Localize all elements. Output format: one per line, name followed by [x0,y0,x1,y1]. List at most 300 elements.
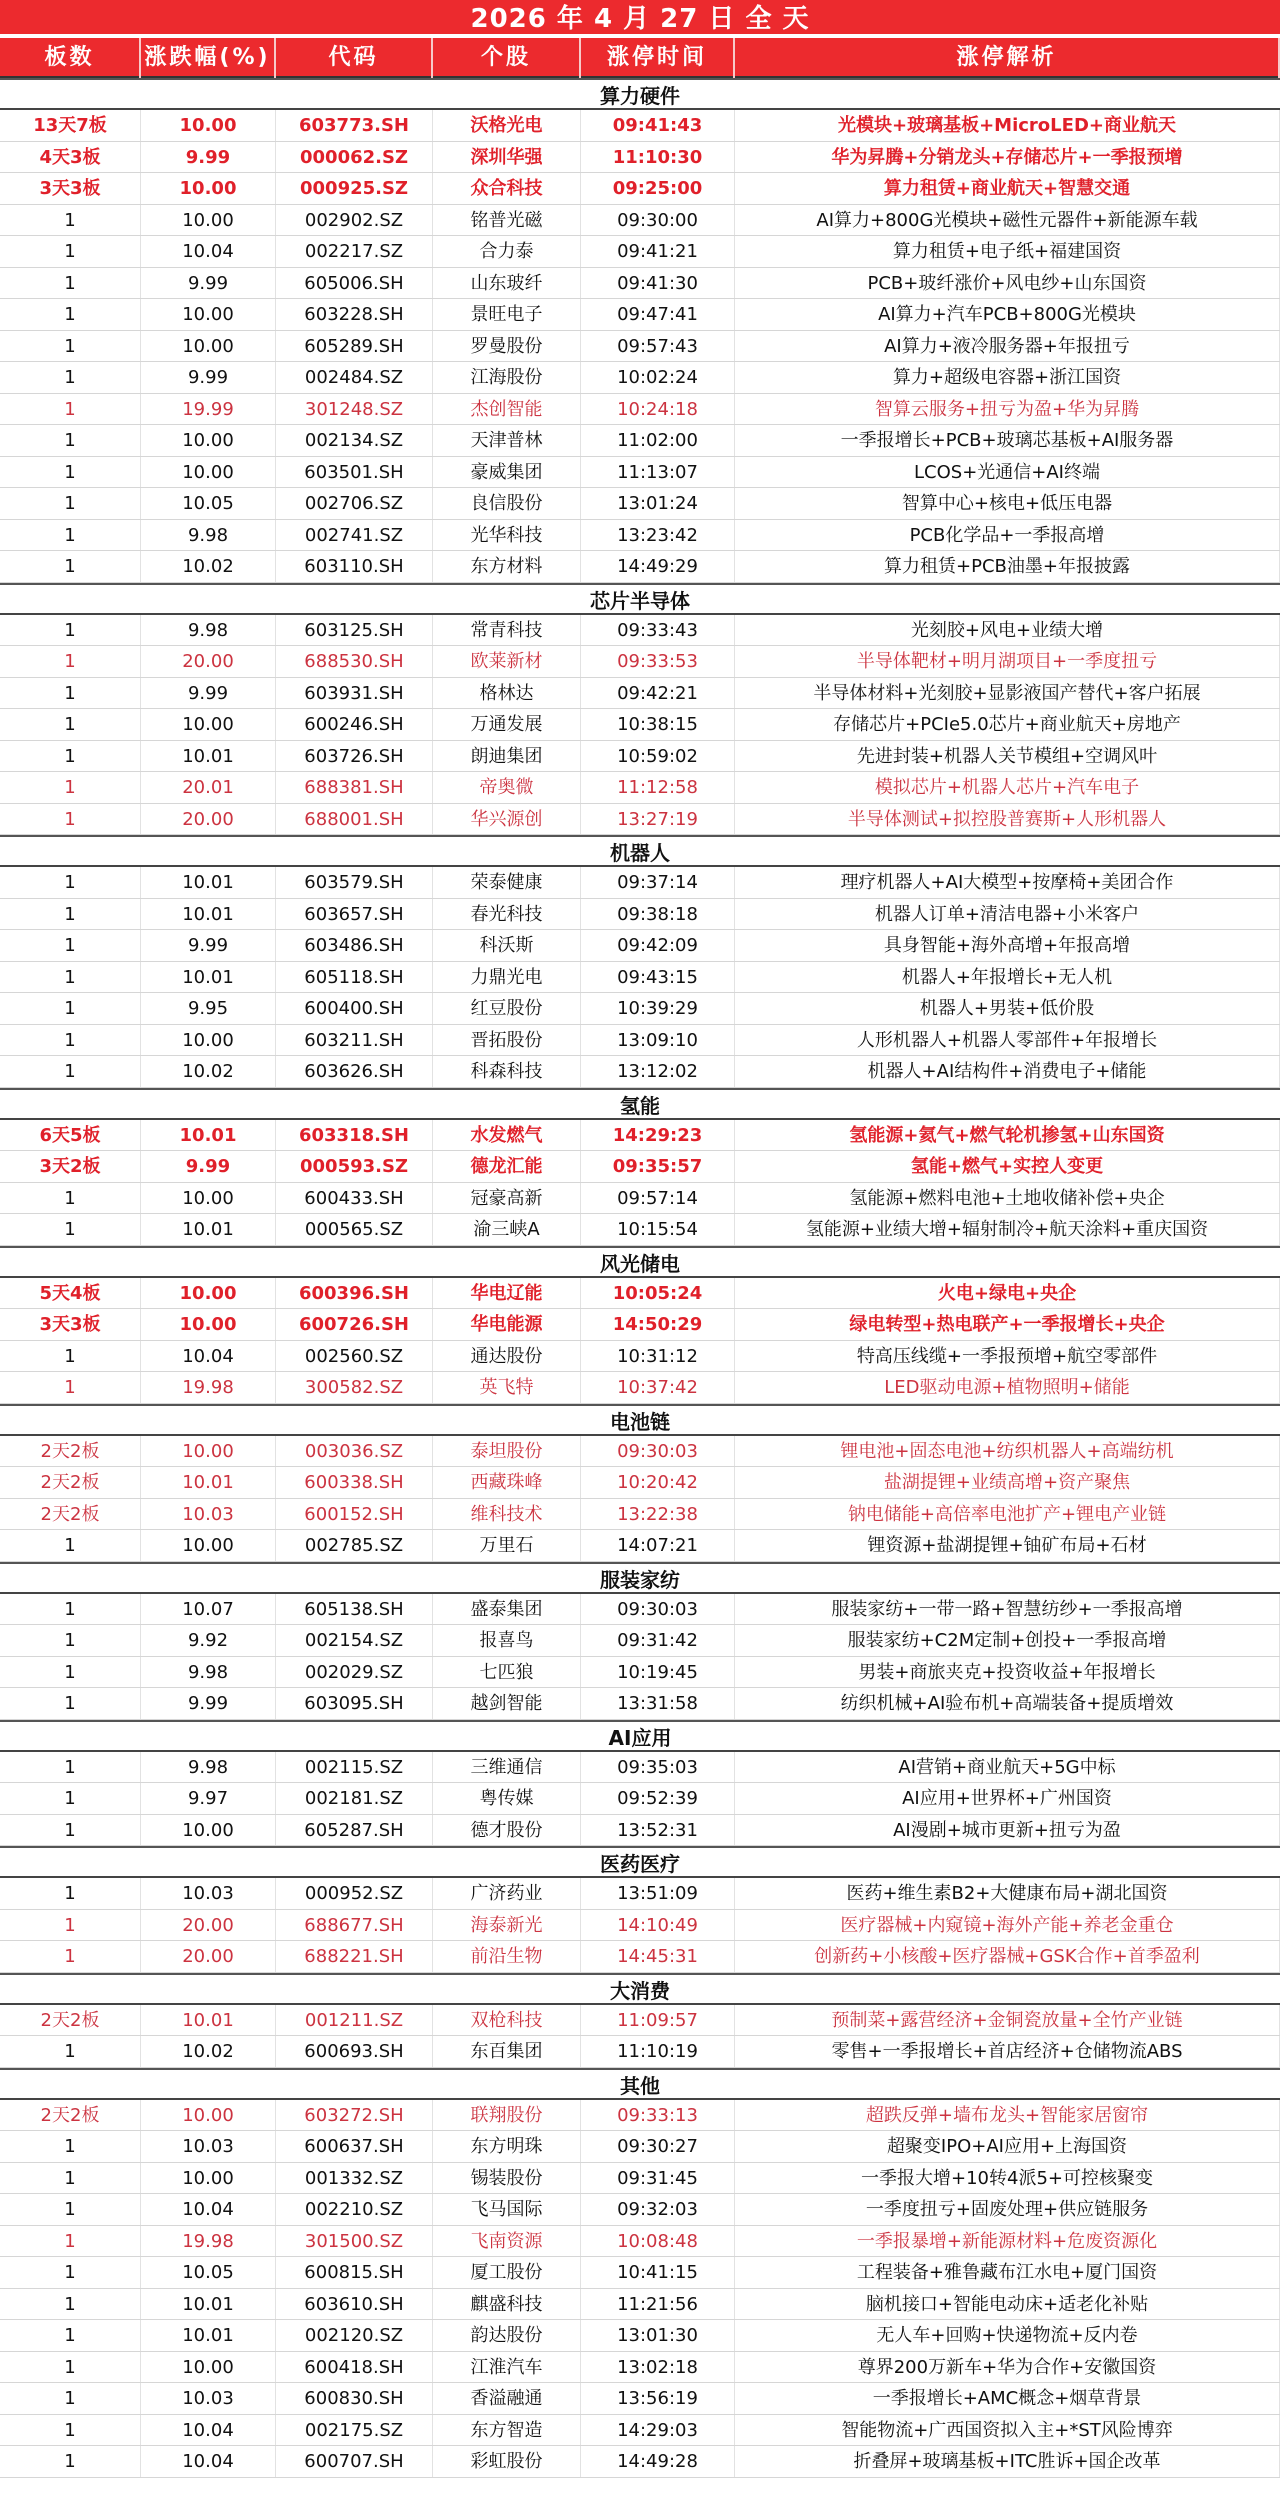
boards-cell: 1 [0,2194,141,2225]
limit-time-cell: 09:30:03 [581,1436,735,1467]
code-cell: 600338.SH [276,1467,433,1498]
boards-cell: 1 [0,236,141,267]
stock-name-cell: 铭普光磁 [433,205,581,236]
stock-name-cell: 香溢融通 [433,2383,581,2414]
table-row[interactable] [0,2446,1280,2478]
limit-time-cell: 14:29:03 [581,2415,735,2446]
table-row[interactable] [0,2194,1280,2226]
change-pct-cell: 20.01 [141,772,276,803]
table-row[interactable] [0,1341,1280,1373]
reason-cell: 算力租赁+PCB油墨+年报披露 [735,551,1280,582]
limit-time-cell: 10:31:12 [581,1341,735,1372]
limit-time-cell: 09:33:43 [581,615,735,646]
stock-name-cell: 海泰新光 [433,1910,581,1941]
stock-name-cell: 飞马国际 [433,2194,581,2225]
stock-name-cell: 德才股份 [433,1815,581,1846]
reason-cell: 模拟芯片+机器人芯片+汽车电子 [735,772,1280,803]
code-cell: 002560.SZ [276,1341,433,1372]
reason-cell: 半导体靶材+明月湖项目+一季度扭亏 [735,646,1280,677]
limit-time-cell: 09:25:00 [581,173,735,204]
reason-cell: 机器人+AI结构件+消费电子+储能 [735,1056,1280,1087]
change-pct-cell: 10.05 [141,488,276,519]
reason-cell: 医药+维生素B2+大健康布局+湖北国资 [735,1878,1280,1909]
table-row[interactable] [0,1309,1280,1341]
code-cell: 002134.SZ [276,425,433,456]
reason-cell: 光刻胶+风电+业绩大增 [735,615,1280,646]
code-cell: 603095.SH [276,1688,433,1719]
code-cell: 002484.SZ [276,362,433,393]
change-pct-cell: 10.00 [141,2100,276,2131]
limit-time-cell: 10:41:15 [581,2257,735,2288]
table-row[interactable] [0,2131,1280,2163]
section-header: 其他 [0,2068,1280,2100]
code-cell: 688530.SH [276,646,433,677]
code-cell: 000565.SZ [276,1214,433,1245]
reason-cell: LED驱动电源+植物照明+储能 [735,1372,1280,1403]
table-row[interactable] [0,930,1280,962]
change-pct-cell: 10.03 [141,2131,276,2162]
table-row[interactable] [0,1214,1280,1246]
boards-cell: 1 [0,1815,141,1846]
stock-name-cell: 彩虹股份 [433,2446,581,2477]
limit-time-cell: 10:15:54 [581,1214,735,1245]
change-pct-cell: 10.01 [141,1214,276,1245]
table-row[interactable] [0,1183,1280,1215]
code-cell: 688677.SH [276,1910,433,1941]
limit-time-cell: 09:52:39 [581,1783,735,1814]
limit-time-cell: 11:02:00 [581,425,735,456]
code-cell: 600246.SH [276,709,433,740]
code-cell: 001211.SZ [276,2005,433,2036]
boards-cell: 2天2板 [0,2100,141,2131]
reason-cell: 智能物流+广西国资拟入主+*ST风险博弈 [735,2415,1280,2446]
table-row[interactable] [0,394,1280,426]
code-cell: 002902.SZ [276,205,433,236]
stock-name-cell: 华兴源创 [433,804,581,835]
section-header: 电池链 [0,1404,1280,1436]
reason-cell: 机器人+年报增长+无人机 [735,962,1280,993]
change-pct-cell: 10.02 [141,551,276,582]
limit-time-cell: 13:52:31 [581,1815,735,1846]
change-pct-cell: 10.00 [141,709,276,740]
limit-time-cell: 09:41:30 [581,268,735,299]
code-cell: 603110.SH [276,551,433,582]
boards-cell: 1 [0,1025,141,1056]
stock-name-cell: 春光科技 [433,899,581,930]
boards-cell: 1 [0,1752,141,1783]
change-pct-cell: 10.01 [141,1467,276,1498]
code-cell: 603486.SH [276,930,433,961]
table-row[interactable] [0,772,1280,804]
section-header: 大消费 [0,1973,1280,2005]
code-cell: 002181.SZ [276,1783,433,1814]
stock-name-cell: 深圳华强 [433,142,581,173]
reason-cell: 预制菜+露营经济+金铜瓷放量+全竹产业链 [735,2005,1280,2036]
stock-name-cell: 韵达股份 [433,2320,581,2351]
boards-cell: 1 [0,520,141,551]
change-pct-cell: 10.00 [141,2352,276,2383]
boards-cell: 1 [0,709,141,740]
code-cell: 600400.SH [276,993,433,1024]
stock-name-cell: 德龙汇能 [433,1151,581,1182]
reason-cell: 华为昇腾+分销龙头+存储芯片+一季报预增 [735,142,1280,173]
change-pct-cell: 10.00 [141,173,276,204]
table-row[interactable] [0,142,1280,174]
table-row[interactable] [0,2320,1280,2352]
table-row[interactable] [0,1372,1280,1404]
limit-time-cell: 11:12:58 [581,772,735,803]
code-cell: 603272.SH [276,2100,433,2131]
boards-cell: 1 [0,1783,141,1814]
limit-time-cell: 10:20:42 [581,1467,735,1498]
header-stock[interactable]: 个股 [433,38,581,78]
reason-cell: 一季报增长+AMC概念+烟草背景 [735,2383,1280,2414]
code-cell: 002029.SZ [276,1657,433,1688]
table-row[interactable] [0,520,1280,552]
table-row[interactable] [0,331,1280,363]
code-cell: 600693.SH [276,2036,433,2067]
change-pct-cell: 9.98 [141,615,276,646]
limit-time-cell: 13:31:58 [581,1688,735,1719]
change-pct-cell: 10.00 [141,299,276,330]
table-row[interactable] [0,804,1280,836]
reason-cell: AI漫剧+城市更新+扭亏为盈 [735,1815,1280,1846]
change-pct-cell: 10.03 [141,1499,276,1530]
table-row[interactable] [0,1878,1280,1910]
reason-cell: 人形机器人+机器人零部件+年报增长 [735,1025,1280,1056]
table-row[interactable] [0,1120,1280,1152]
table-row[interactable] [0,1530,1280,1562]
change-pct-cell: 10.01 [141,899,276,930]
table-row[interactable] [0,1499,1280,1531]
boards-cell: 1 [0,2352,141,2383]
change-pct-cell: 10.00 [141,1815,276,1846]
table-row[interactable] [0,678,1280,710]
table-row[interactable] [0,2415,1280,2447]
section-header: 机器人 [0,835,1280,867]
limit-time-cell: 09:41:21 [581,236,735,267]
change-pct-cell: 9.99 [141,1688,276,1719]
change-pct-cell: 10.04 [141,2446,276,2477]
table-row[interactable] [0,1278,1280,1310]
header-boards[interactable]: 板数 [0,38,141,78]
change-pct-cell: 10.02 [141,1056,276,1087]
section-header: 医药医疗 [0,1846,1280,1878]
change-pct-cell: 10.07 [141,1594,276,1625]
table-row[interactable] [0,1625,1280,1657]
stock-name-cell: 东百集团 [433,2036,581,2067]
reason-cell: 男装+商旅夹克+投资收益+年报增长 [735,1657,1280,1688]
table-row[interactable] [0,962,1280,994]
boards-cell: 1 [0,394,141,425]
limit-time-cell: 09:41:43 [581,110,735,141]
table-row[interactable] [0,551,1280,583]
table-row[interactable] [0,1815,1280,1847]
stock-name-cell: 联翔股份 [433,2100,581,2131]
boards-cell: 2天2板 [0,2005,141,2036]
table-row[interactable] [0,236,1280,268]
limit-time-cell: 13:27:19 [581,804,735,835]
table-row[interactable] [0,1752,1280,1784]
code-cell: 603211.SH [276,1025,433,1056]
reason-cell: LCOS+光通信+AI终端 [735,457,1280,488]
boards-cell: 1 [0,1341,141,1372]
table-row[interactable] [0,2226,1280,2258]
table-row[interactable] [0,1151,1280,1183]
limit-time-cell: 10:39:29 [581,993,735,1024]
reason-cell: 超跌反弹+墙布龙头+智能家居窗帘 [735,2100,1280,2131]
table-row[interactable] [0,425,1280,457]
reason-cell: 光模块+玻璃基板+MicroLED+商业航天 [735,110,1280,141]
table-row[interactable] [0,2163,1280,2195]
stock-name-cell: 众合科技 [433,173,581,204]
stock-name-cell: 厦工股份 [433,2257,581,2288]
reason-cell: 创新药+小核酸+医疗器械+GSK合作+首季盈利 [735,1941,1280,1972]
limit-time-cell: 13:23:42 [581,520,735,551]
boards-cell: 1 [0,2289,141,2320]
table-row[interactable] [0,1436,1280,1468]
stock-name-cell: 天津普林 [433,425,581,456]
reason-cell: 服装家纺+C2M定制+创投+一季报高增 [735,1625,1280,1656]
table-row[interactable] [0,993,1280,1025]
stock-name-cell: 麒盛科技 [433,2289,581,2320]
stock-name-cell: 常青科技 [433,615,581,646]
code-cell: 603726.SH [276,741,433,772]
boards-cell: 1 [0,867,141,898]
table-row[interactable] [0,646,1280,678]
reason-cell: 半导体测试+拟控股普赛斯+人形机器人 [735,804,1280,835]
code-cell: 603501.SH [276,457,433,488]
limit-time-cell: 09:33:53 [581,646,735,677]
change-pct-cell: 10.00 [141,1025,276,1056]
code-cell: 603657.SH [276,899,433,930]
limit-time-cell: 11:13:07 [581,457,735,488]
boards-cell: 1 [0,2320,141,2351]
reason-cell: 氢能源+氦气+燃气轮机掺氢+山东国资 [735,1120,1280,1151]
reason-cell: 半导体材料+光刻胶+显影液国产替代+客户拓展 [735,678,1280,709]
change-pct-cell: 10.04 [141,236,276,267]
reason-cell: 存储芯片+PCIe5.0芯片+商业航天+房地产 [735,709,1280,740]
stock-name-cell: 格林达 [433,678,581,709]
code-cell: 002741.SZ [276,520,433,551]
boards-cell: 1 [0,2226,141,2257]
reason-cell: 超聚变IPO+AI应用+上海国资 [735,2131,1280,2162]
change-pct-cell: 10.01 [141,1120,276,1151]
reason-cell: 服装家纺+一带一路+智慧纺纱+一季报高增 [735,1594,1280,1625]
code-cell: 603318.SH [276,1120,433,1151]
change-pct-cell: 20.00 [141,646,276,677]
stock-name-cell: 华电能源 [433,1309,581,1340]
stock-name-cell: 华电辽能 [433,1278,581,1309]
change-pct-cell: 10.05 [141,2257,276,2288]
stock-name-cell: 科沃斯 [433,930,581,961]
change-pct-cell: 10.01 [141,962,276,993]
table-row[interactable] [0,1467,1280,1499]
header-code[interactable]: 代码 [276,38,433,78]
change-pct-cell: 10.01 [141,2289,276,2320]
stock-name-cell: 盛泰集团 [433,1594,581,1625]
table-row[interactable] [0,488,1280,520]
boards-cell: 13天7板 [0,110,141,141]
header-reason[interactable]: 涨停解析 [735,38,1280,78]
limit-time-cell: 13:02:18 [581,2352,735,2383]
table-row[interactable] [0,2100,1280,2132]
boards-cell: 1 [0,1657,141,1688]
stock-name-cell: 杰创智能 [433,394,581,425]
table-row[interactable] [0,1056,1280,1088]
limit-time-cell: 11:10:19 [581,2036,735,2067]
boards-cell: 1 [0,1941,141,1972]
boards-cell: 1 [0,930,141,961]
boards-cell: 1 [0,205,141,236]
limit-time-cell: 09:35:03 [581,1752,735,1783]
table-row[interactable] [0,1910,1280,1942]
stock-name-cell: 良信股份 [433,488,581,519]
code-cell: 001332.SZ [276,2163,433,2194]
table-row[interactable] [0,2383,1280,2415]
reason-cell: 绿电转型+热电联产+一季报增长+央企 [735,1309,1280,1340]
stock-name-cell: 力鼎光电 [433,962,581,993]
change-pct-cell: 10.00 [141,457,276,488]
reason-cell: PCB+玻纤涨价+风电纱+山东国资 [735,268,1280,299]
stock-name-cell: 罗曼股份 [433,331,581,362]
reason-cell: 氢能+燃气+实控人变更 [735,1151,1280,1182]
limit-time-cell: 09:31:42 [581,1625,735,1656]
code-cell: 605118.SH [276,962,433,993]
code-cell: 603579.SH [276,867,433,898]
change-pct-cell: 10.00 [141,2163,276,2194]
reason-cell: 氢能源+燃料电池+土地收储补偿+央企 [735,1183,1280,1214]
table-row[interactable] [0,173,1280,205]
reason-cell: 尊界200万新车+华为合作+安徽国资 [735,2352,1280,2383]
boards-cell: 5天4板 [0,1278,141,1309]
boards-cell: 6天5板 [0,1120,141,1151]
table-row[interactable] [0,299,1280,331]
stock-name-cell: 泰坦股份 [433,1436,581,1467]
boards-cell: 2天2板 [0,1499,141,1530]
table-row[interactable] [0,2257,1280,2289]
reason-cell: 脑机接口+智能电动床+适老化补贴 [735,2289,1280,2320]
header-limit-time[interactable]: 涨停时间 [581,38,735,78]
stock-name-cell: 帝奥微 [433,772,581,803]
boards-cell: 1 [0,962,141,993]
table-row[interactable] [0,2036,1280,2068]
stock-name-cell: 景旺电子 [433,299,581,330]
table-row[interactable] [0,899,1280,931]
limit-time-cell: 09:31:45 [581,2163,735,2194]
limit-time-cell: 09:42:09 [581,930,735,961]
table-row[interactable] [0,2005,1280,2037]
stock-name-cell: 晋拓股份 [433,1025,581,1056]
table-row[interactable] [0,741,1280,773]
reason-cell: 零售+一季报增长+首店经济+仓储物流ABS [735,2036,1280,2067]
reason-cell: 一季报暴增+新能源材料+危废资源化 [735,2226,1280,2257]
reason-cell: 氢能源+业绩大增+辐射制冷+航天涂料+重庆国资 [735,1214,1280,1245]
table-row[interactable] [0,1941,1280,1973]
boards-cell: 1 [0,2163,141,2194]
change-pct-cell: 9.99 [141,930,276,961]
code-cell: 603610.SH [276,2289,433,2320]
reason-cell: 一季报增长+PCB+玻璃芯基板+AI服务器 [735,425,1280,456]
code-cell: 600418.SH [276,2352,433,2383]
reason-cell: 工程装备+雅鲁藏布江水电+厦门国资 [735,2257,1280,2288]
table-row[interactable] [0,110,1280,142]
limit-time-cell: 09:43:15 [581,962,735,993]
table-row[interactable] [0,1688,1280,1720]
table-row[interactable] [0,457,1280,489]
limit-time-cell: 10:08:48 [581,2226,735,2257]
table-row[interactable] [0,2289,1280,2321]
table-row[interactable] [0,1025,1280,1057]
limit-time-cell: 09:30:27 [581,2131,735,2162]
boards-cell: 1 [0,2036,141,2067]
table-row[interactable] [0,615,1280,647]
stock-name-cell: 三维通信 [433,1752,581,1783]
limit-time-cell: 10:59:02 [581,741,735,772]
boards-cell: 1 [0,1910,141,1941]
table-row[interactable] [0,2352,1280,2384]
table-row[interactable] [0,268,1280,300]
reason-cell: AI算力+液冷服务器+年报扭亏 [735,331,1280,362]
code-cell: 605289.SH [276,331,433,362]
boards-cell: 1 [0,2131,141,2162]
table-row[interactable] [0,867,1280,899]
boards-cell: 3天2板 [0,1151,141,1182]
code-cell: 600815.SH [276,2257,433,2288]
change-pct-cell: 10.03 [141,2383,276,2414]
reason-cell: 锂电池+固态电池+纺织机器人+高端纺机 [735,1436,1280,1467]
table-row[interactable] [0,1594,1280,1626]
reason-cell: 钠电储能+高倍率电池扩产+锂电产业链 [735,1499,1280,1530]
boards-cell: 1 [0,2415,141,2446]
boards-cell: 1 [0,268,141,299]
section-header: 服装家纺 [0,1562,1280,1594]
limit-time-cell: 09:33:13 [581,2100,735,2131]
limit-time-cell: 09:38:18 [581,899,735,930]
limit-time-cell: 11:09:57 [581,2005,735,2036]
section-header: 芯片半导体 [0,583,1280,615]
limit-time-cell: 10:24:18 [581,394,735,425]
reason-cell: AI算力+800G光模块+磁性元器件+新能源车载 [735,205,1280,236]
limit-time-cell: 14:50:29 [581,1309,735,1340]
table-row[interactable] [0,1657,1280,1689]
table-row[interactable] [0,205,1280,237]
limit-up-table [0,78,1280,2478]
stock-name-cell: 东方智造 [433,2415,581,2446]
boards-cell: 1 [0,1530,141,1561]
code-cell: 000593.SZ [276,1151,433,1182]
stock-name-cell: 双枪科技 [433,2005,581,2036]
reason-cell: 智算云服务+扭亏为盈+华为昇腾 [735,394,1280,425]
code-cell: 603125.SH [276,615,433,646]
table-row[interactable] [0,709,1280,741]
table-header [0,38,1280,78]
header-change-pct[interactable]: 涨跌幅(%) [141,38,276,78]
change-pct-cell: 9.98 [141,520,276,551]
reason-cell: 特高压线缆+一季报预增+航空零部件 [735,1341,1280,1372]
stock-name-cell: 江海股份 [433,362,581,393]
table-row[interactable] [0,1783,1280,1815]
boards-cell: 1 [0,615,141,646]
boards-cell: 1 [0,1214,141,1245]
limit-time-cell: 09:37:14 [581,867,735,898]
limit-time-cell: 10:02:24 [581,362,735,393]
boards-cell: 1 [0,1183,141,1214]
stock-name-cell: 科森科技 [433,1056,581,1087]
table-row[interactable] [0,362,1280,394]
boards-cell: 1 [0,488,141,519]
change-pct-cell: 9.99 [141,1151,276,1182]
